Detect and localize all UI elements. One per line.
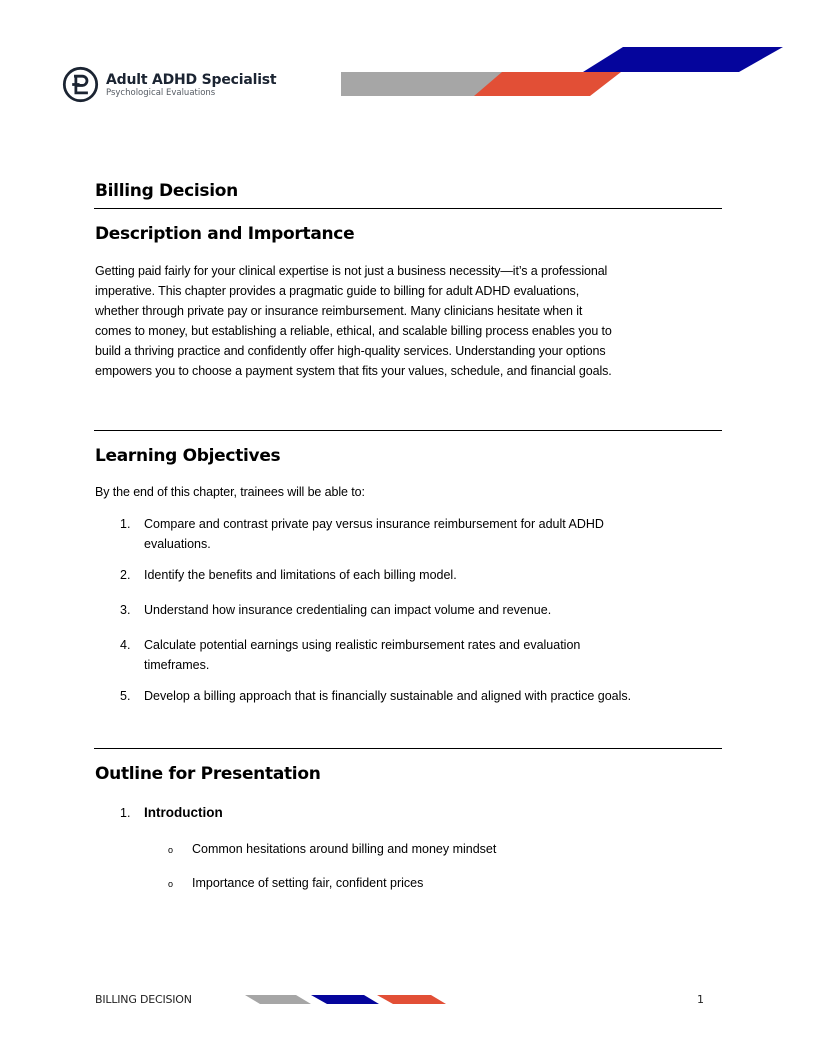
divider xyxy=(94,430,722,431)
objectives-intro: By the end of this chapter, trainees will be able to: xyxy=(95,485,365,499)
section-heading-description: Description and Importance xyxy=(95,224,355,244)
list-item-text: Develop a billing approach that is financially sustainable and aligned with practice goals. xyxy=(144,689,632,703)
paragraph-line: build a thriving practice and confidently offer high-quality services. Understanding your options xyxy=(95,344,606,358)
list-item-text: evaluations. xyxy=(144,537,211,551)
brand-title: Adult ADHD Specialist xyxy=(106,71,277,88)
hollow-bullet-icon: o xyxy=(168,879,174,889)
list-item-text: Calculate potential earnings using realistic reimbursement rates and evaluation xyxy=(144,638,581,652)
list-item-number: 1. xyxy=(120,517,131,531)
paragraph-line: whether through private pay or insurance reimbursement. Many clinicians hesitate when it xyxy=(95,304,583,318)
footer-stripe-gray xyxy=(245,995,311,1004)
paragraph-line: Getting paid fairly for your clinical expertise is not just a business necessity—it’s a professional xyxy=(95,264,608,278)
list-item-number: 4. xyxy=(120,638,131,652)
brand-subtitle: Psychological Evaluations xyxy=(106,87,216,98)
hollow-bullet-icon: o xyxy=(168,845,174,855)
list-item-text: Understand how insurance credentialing can impact volume and revenue. xyxy=(144,603,552,617)
footer-stripe-navy xyxy=(311,995,379,1004)
list-item-text: timeframes. xyxy=(144,658,210,672)
paragraph-line: imperative. This chapter provides a pragmatic guide to billing for adult ADHD evaluations, xyxy=(95,284,580,298)
outline-item-label: Introduction xyxy=(144,805,223,820)
outline-subitem-text: Importance of setting fair, confident prices xyxy=(192,876,424,890)
section-heading-learning-objectives: Learning Objectives xyxy=(95,446,281,466)
page-number: 1 xyxy=(697,993,704,1006)
list-item-text: Identify the benefits and limitations of each billing model. xyxy=(144,568,457,582)
divider xyxy=(94,208,722,209)
list-item-text: Compare and contrast private pay versus insurance reimbursement for adult ADHD xyxy=(144,517,604,531)
footer-label: BILLING DECISION xyxy=(95,993,192,1006)
list-item-number: 2. xyxy=(120,568,131,582)
footer-stripe-red xyxy=(377,995,446,1004)
description-paragraph xyxy=(95,261,722,381)
pe-monogram-logo-icon xyxy=(62,66,99,103)
paragraph-line: empowers you to choose a payment system that fits your values, schedule, and financial goals. xyxy=(95,364,612,378)
paragraph-line: comes to money, but establishing a reliable, ethical, and scalable billing process enables you to xyxy=(95,324,612,338)
section-heading-outline: Outline for Presentation xyxy=(95,764,321,784)
header-stripe-navy xyxy=(583,47,783,72)
document-title: Billing Decision xyxy=(95,181,238,201)
list-item-number: 1. xyxy=(120,806,131,820)
divider xyxy=(94,748,722,749)
list-item-number: 3. xyxy=(120,603,131,617)
brand-logo xyxy=(62,66,276,103)
outline-subitem-text: Common hesitations around billing and money mindset xyxy=(192,842,497,856)
list-item-number: 5. xyxy=(120,689,131,703)
